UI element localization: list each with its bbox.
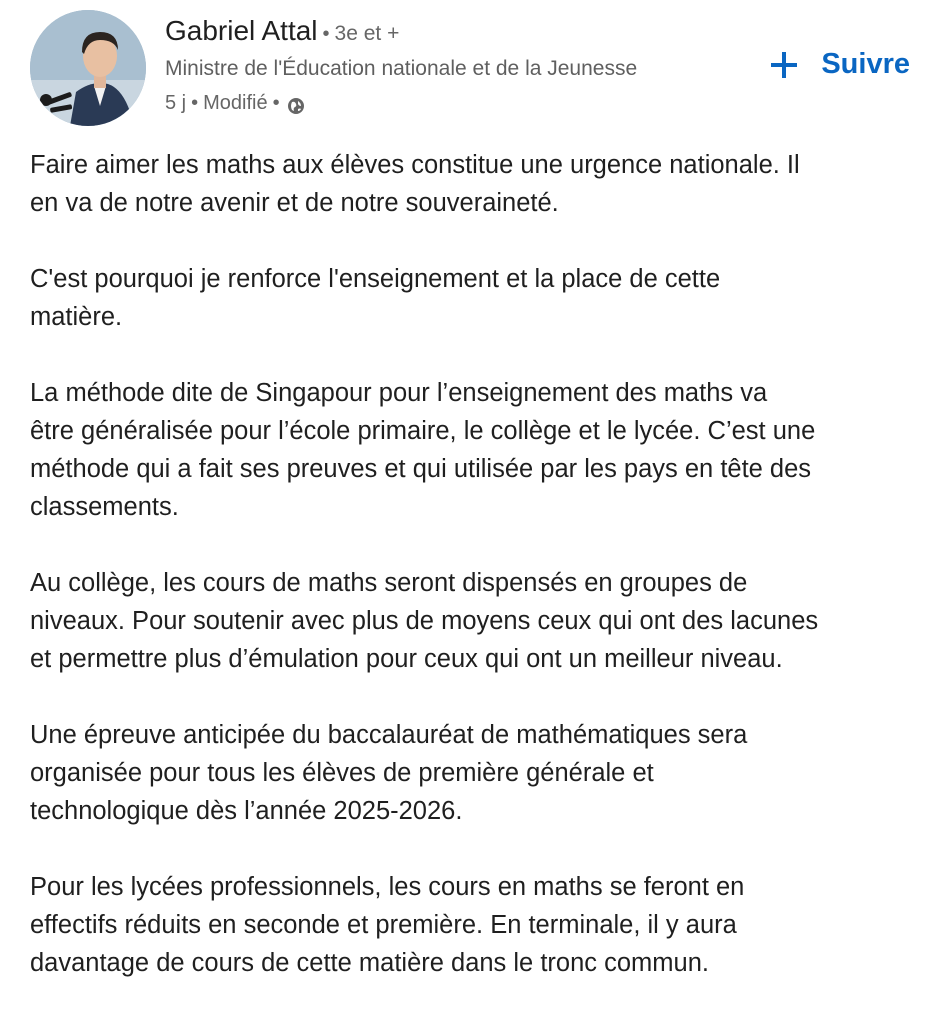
author-headline: Ministre de l'Éducation nationale et de la Jeunesse (165, 57, 638, 80)
post-text-line: en va de notre avenir et de notre souveraineté. (30, 189, 559, 217)
separator-dot: • (191, 92, 199, 114)
connection-degree: 3e et + (334, 22, 400, 45)
edited-label: Modifié (203, 92, 268, 114)
separator-dot: • (272, 92, 280, 114)
author-name-line (165, 10, 725, 52)
globe-icon (287, 94, 305, 112)
post-text-line: La méthode dite de Singapour pour l’enseignement des maths va (30, 379, 768, 407)
post-text-line: matière. (30, 303, 123, 331)
post-text-line: organisée pour tous les élèves de première générale et (30, 759, 654, 787)
post-text-line: Au collège, les cours de maths seront dispensés en groupes de (30, 569, 748, 597)
post-paragraph (30, 716, 920, 830)
follow-label: Suivre (821, 48, 910, 80)
post-header (30, 10, 910, 130)
author-name[interactable]: Gabriel Attal (165, 15, 318, 46)
plus-icon (769, 50, 799, 80)
post-paragraph (30, 868, 920, 982)
post-paragraph (30, 374, 920, 526)
post-text-line: Faire aimer les maths aux élèves constitue une urgence nationale. Il (30, 151, 800, 179)
author-avatar[interactable] (30, 10, 146, 126)
post-text-line: classements. (30, 493, 179, 521)
follow-button[interactable] (769, 48, 910, 81)
post-paragraph (30, 146, 920, 222)
separator-dot: • (322, 23, 330, 45)
post-text-line: C'est pourquoi je renforce l'enseignement et la place de cette (30, 265, 721, 293)
post-text-line: Une épreuve anticipée du baccalauréat de mathématiques sera (30, 721, 748, 749)
post-text-line: et permettre plus d’émulation pour ceux qui ont un meilleur niveau. (30, 645, 783, 673)
post-text-line: effectifs réduits en seconde et première. En terminale, il y aura (30, 911, 737, 939)
post-paragraph (30, 564, 920, 678)
author-meta (165, 10, 725, 118)
avatar-photo-icon (30, 10, 146, 126)
post-text-line: davantage de cours de cette matière dans le tronc commun. (30, 949, 709, 977)
post-text-line: être généralisée pour l’école primaire, le collège et le lycée. C’est une (30, 417, 816, 445)
post-paragraph (30, 260, 920, 336)
post-text-line: technologique dès l’année 2025-2026. (30, 797, 463, 825)
post-age: 5 j (165, 92, 187, 114)
post-text-line: Pour les lycées professionnels, les cours en maths se feront en (30, 873, 745, 901)
post-body (30, 146, 920, 1020)
post-text-line: niveaux. Pour soutenir avec plus de moyens ceux qui ont des lacunes (30, 607, 819, 635)
post-timestamp-line (165, 88, 725, 118)
post-text-line: méthode qui a fait ses preuves et qui utilisée par les pays en tête des (30, 455, 812, 483)
